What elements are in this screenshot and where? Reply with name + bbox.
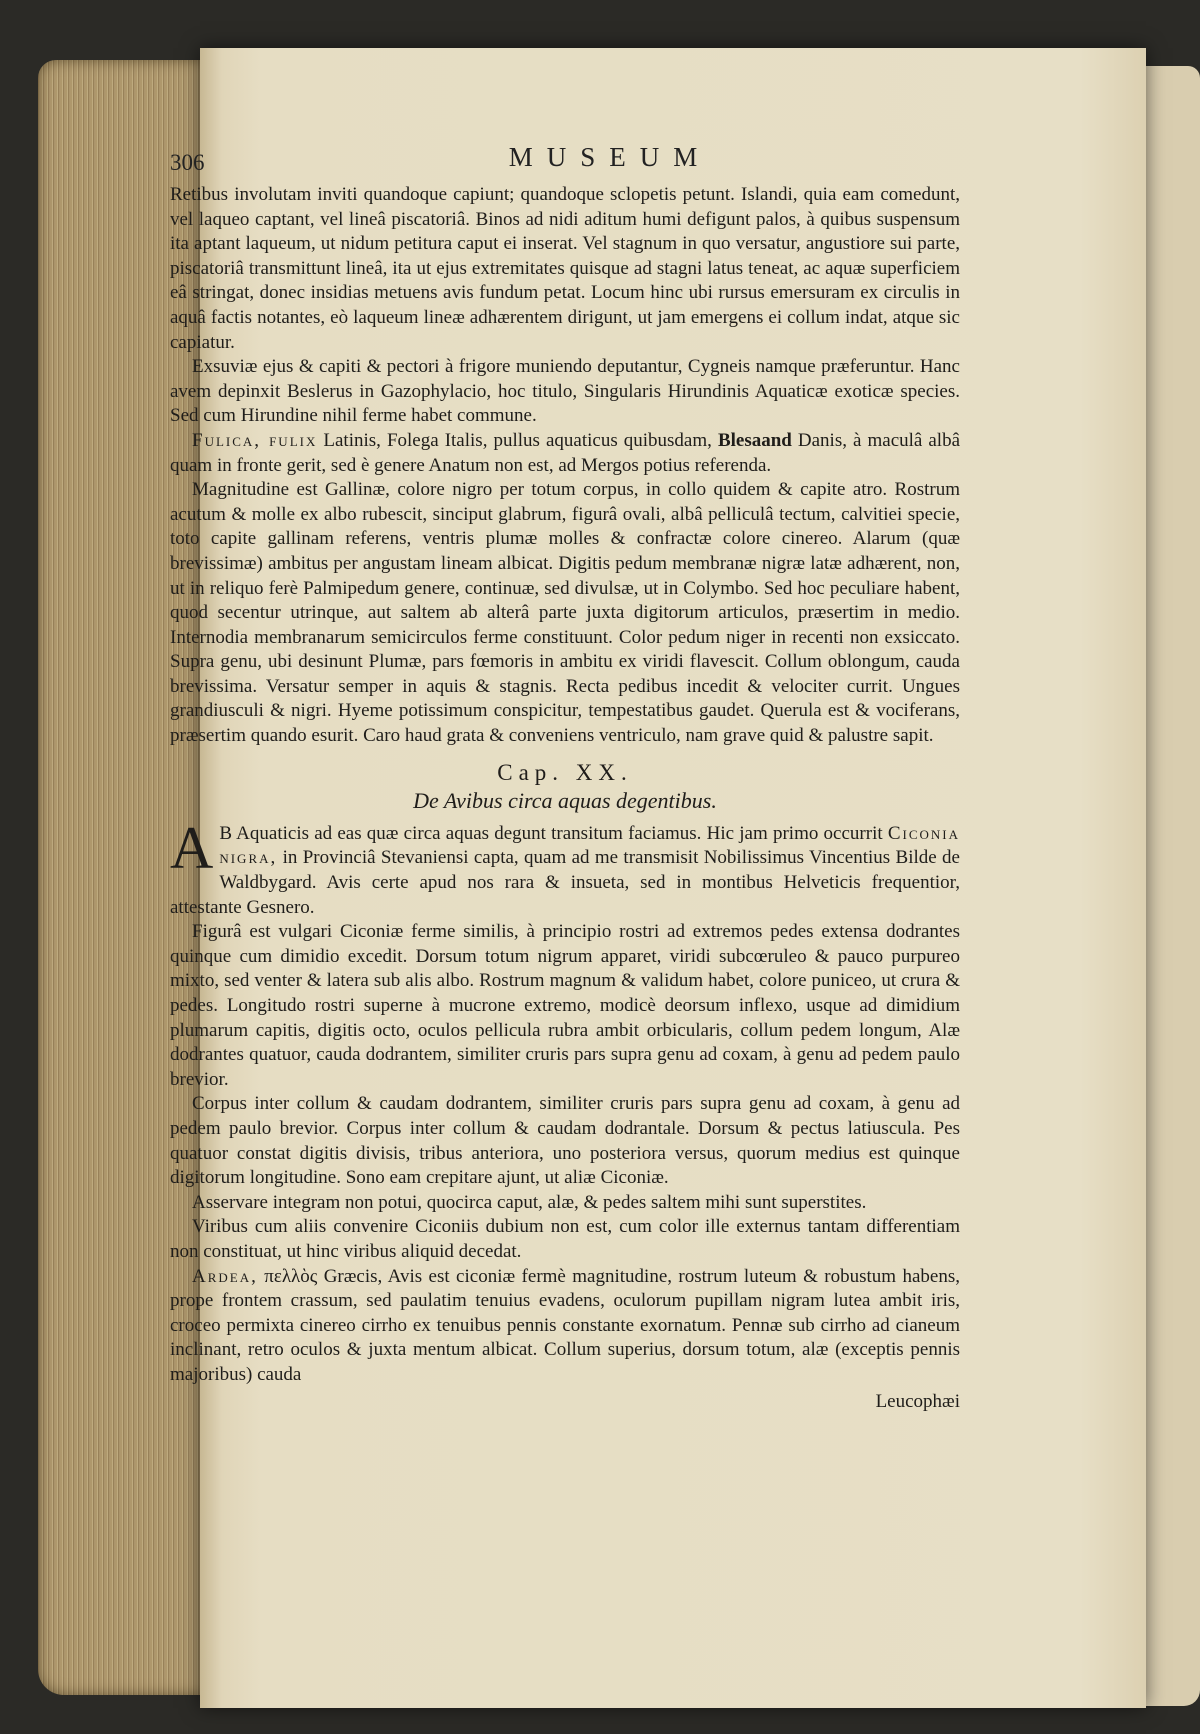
page-number: 306 — [170, 150, 205, 175]
fulica-text-b: Danis, à maculâ albâ quam in fronte gerit, sed è genere Anatum non est, ad Mergos potius referenda. — [170, 429, 961, 476]
paragraph-fulica — [170, 429, 960, 478]
paragraph-ciconia — [170, 814, 960, 920]
blackletter-word: Blesaand — [717, 429, 792, 451]
ciconia-text-b: in Provinciâ Stevaniensi capta, quam ad me transmisit Nobilissimus Vincentius Bilde de Waldbygard. Avis certe apud nos rara & insueta, sed in montibus Helveticis frequentior, attestante Gesnero. — [170, 847, 960, 918]
paragraph-2: Exsuviæ ejus & capiti & pectori à frigore muniendo deputantur, Cygneis namque præferuntur. Hanc avem depinxit Beslerus in Gazophylacio, hoc titulo, Singularis Hirundinis Aquaticæ exoticæ species. Sed cum Hirundine nihil ferme habet commune. — [170, 356, 960, 427]
paragraph-1: Retibus involutam inviti quandoque capiunt; quandoque sclopetis petunt. Islandi, quia eam comedunt, vel laqueo captant, vel lineâ piscatoriâ. Binos ad nidi aditum humi defigunt palos, à quibus suspensum ita aptant laqueum, ut nidum petitura caput ei inserat. Vel stagnum in quo versatur, angustiore sui parte, piscatoriâ transmittunt lineâ, ita ut ejus extremitates quisque ad stagni latus teneat, ac aquæ superficiem eâ stringat, donec insidias metuens avis fundum petat. Locum hinc ubi rursus emersuram ex circulis in aquâ factis notantes, eò laqueum lineæ adhærentem dirigunt, ut jam emergens ei collum indat, atque sic capiatur. — [170, 184, 960, 353]
species-name-fulica: Fulica, fulix — [192, 429, 318, 451]
species-name-ardea: Ardea, — [192, 1265, 258, 1287]
paragraph-9: Viribus cum aliis convenire Ciconiis dubium non est, cum color ille externus tantam differentiam non constituat, ut hinc viribus aliquid decedat. — [170, 1216, 960, 1262]
paragraph-ardea — [170, 1265, 960, 1388]
page-text — [170, 183, 960, 1414]
chapter-subtitle: De Avibus circa aquas degentibus. — [413, 788, 717, 814]
running-head: MUSEUM — [508, 142, 712, 172]
greek-word: πελλὸς — [257, 1265, 318, 1287]
species-name-ciconia: Ciconia nigra, — [219, 822, 960, 869]
paragraph-7: Corpus inter collum & caudam dodrantem, similiter cruris pars supra genu ad coxam, à genu ad pedem paulo brevior. Corpus inter collum & caudam dodrantale. Dorsum & pectus latiuscula. Pes quatuor constat digitis divisis, tribus anteriora, uno posteriora versus, quorum medius est quinque digitorum longitudine. Sono eam crepitare ajunt, ut aliæ Ciconiæ. — [170, 1093, 960, 1189]
drop-cap: A — [170, 814, 214, 881]
paragraph-6: Figurâ est vulgari Ciconiæ ferme similis, à principio rostri ad extremos pedes extensa dodrantes quinque cum dimidio excedit. Dorsum totum nigrum apparet, viridi subcœruleo & pauco purpureo mixto, sed venter & latera sub alis albo. Rostrum magnum & validum habet, colore puniceo, ut crura & pedes. Longitudo rostri superne à mucrone extremo, modicè deorsum inflexo, usque ad dimidium plumarum capitis, digitis octo, oculos pellicula rubra ambit orbicularis, collum pedem longum, Alæ dodrantes quatuor, cauda dodrantem, similiter cruris pars supra genu ad coxam, à genu ad pedem paulo brevior. — [170, 921, 960, 1090]
chapter-title: Cap. XX. — [497, 759, 633, 785]
paragraph-8: Asservare integram non potui, quocirca caput, alæ, & pedes saltem mihi sunt superstites. — [192, 1191, 867, 1213]
ardea-text: Græcis, Avis est ciconiæ fermè magnitudine, rostrum luteum & robustum habens, prope frontem crassum, sed paulatim tenuius evadens, oculorum pupillam nigram lutea ambit iris, croceo permixta cinereo cirrho ex tenuibus pennis constante exornatum. Pennæ sub cirrho ad cianeum inclinant, retro oculos & juxta mentum albicat. Collum superius, dorsum totum, alæ (exceptis pennis majoribus) cauda — [170, 1265, 960, 1385]
catchword: Leucophæi — [875, 1390, 960, 1412]
facing-page-edge — [1140, 66, 1200, 1706]
paragraph-4: Magnitudine est Gallinæ, colore nigro per totum corpus, in collo quidem & capite atro. Rostrum acutum & molle ex albo rubescit, sinciput glabrum, figurâ ovali, albâ pelliculâ tectum, calvitiei specie, toto capite gallinam referens, ventris plumæ molles & confractæ colore cinereo. Alarum (quæ brevissimæ) ambitus per angustam lineam albicat. Digitis pedum membranæ nigræ latæ adhærent, non, ut in reliquo ferè Palmipedum genere, continuæ, sed divulsæ, ut in Colymbo. Sed hoc peculiare habent, quod secentur utrinque, aut saltem ab alterâ parte juxta digitorum articulos, præsertim in medio. Internodia membranarum semicirculos ferme constituunt. Color pedum niger in recenti non exsiccato. Supra genu, ubi desinunt Plumæ, pars fœmoris in ambitu ex viridi flavescit. Collum oblongum, cauda brevissima. Versatur semper in aquis & stagnis. Recta pedibus incedit & velociter currit. Ungues grandiusculi & nigri. Hyeme potissimum conspicitur, tempestatibus gaudet. Querula est & vociferans, præsertim quando esurit. Caro haud grata & conveniens ventriculo, nam grave quid & palustre sapit. — [170, 479, 960, 747]
page-header — [170, 142, 990, 182]
ciconia-text-a: B Aquaticis ad eas quæ circa aquas degunt transitum faciamus. Hic jam primo occurrit — [219, 822, 888, 844]
fulica-text-a: Latinis, Folega Italis, pullus aquaticus quibusdam, — [317, 429, 718, 451]
